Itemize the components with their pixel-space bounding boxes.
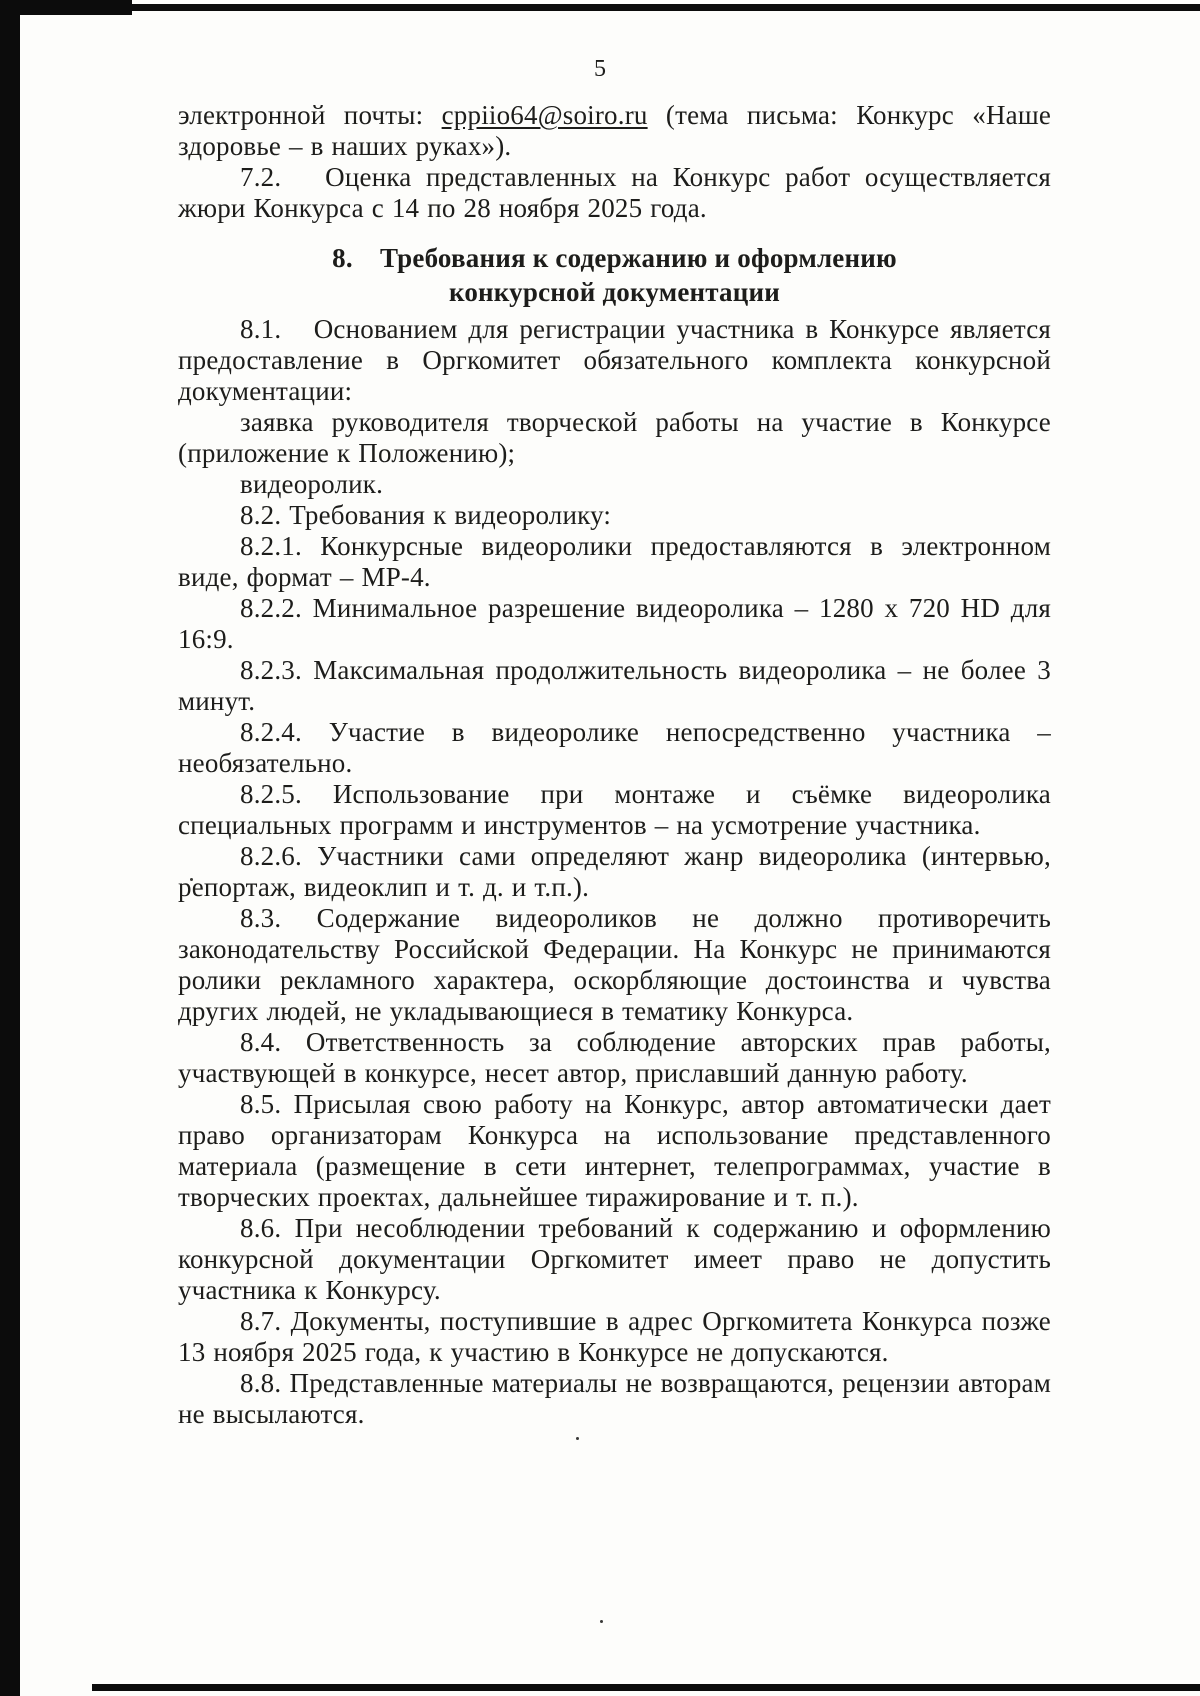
paragraph-8-2-4: 8.2.4. Участие в видеоролике непосредственно участника – необязательно. — [178, 717, 1051, 778]
email-link[interactable]: cppiio64@soiro.ru — [441, 100, 648, 130]
paragraph-8-8: 8.8. Представленные материалы не возвращаются, рецензии авторам не высылаются. — [178, 1368, 1051, 1429]
scan-speck — [576, 1437, 579, 1440]
paragraph-7-2: 7.2. Оценка представленных на Конкурс работ осуществляется жюри Конкурса с 14 по 28 ноября 2025 года. — [178, 162, 1051, 223]
scan-artifact-bottom-line — [92, 1684, 1200, 1691]
paragraph-8-2: 8.2. Требования к видеоролику: — [240, 500, 612, 530]
scan-artifact-left-bar — [0, 0, 20, 1696]
scan-artifact-top-blob — [20, 0, 132, 15]
paragraph-8-6: 8.6. При несоблюдении требований к содержанию и оформлению конкурсной документации Оргкомитет имеет право не допустить участника к Конкурсу. — [178, 1213, 1051, 1305]
paragraph-8-2-2: 8.2.2. Минимальное разрешение видеоролика – 1280 х 720 HD для 16:9. — [178, 593, 1051, 654]
paragraph-8-3: 8.3. Содержание видеороликов не должно противоречить законодательству Российской Федерации. На Конкурс не принимаются ролики рекламного характера, оскорбляющие достоинства и чувства других людей, не укладывающиеся в тематику Конкурса. — [178, 903, 1051, 1026]
paragraph-8-7: 8.7. Документы, поступившие в адрес Оргкомитета Конкурса позже 13 ноября 2025 года, к участию в Конкурсе не допускаются. — [178, 1306, 1051, 1367]
paragraph-8-5: 8.5. Присылая свою работу на Конкурс, автор автоматически дает право организаторам Конкурса на использование представленного материала (размещение в сети интернет, телепрограммах, участие в творческих проектах, дальнейшее тиражирование и т. п.). — [178, 1089, 1051, 1212]
paragraph-8-2-1: 8.2.1. Конкурсные видеоролики предоставляются в электронном виде, формат – МР-4. — [178, 531, 1051, 592]
section-heading-line2: конкурсной документации — [448, 277, 781, 307]
paragraph-8-1-a: заявка руководителя творческой работы на участие в Конкурсе (приложение к Положению); — [178, 407, 1051, 468]
paragraph-8-4: 8.4. Ответственность за соблюдение авторских прав работы, участвующей в конкурсе, несет автор, приславший данную работу. — [178, 1027, 1051, 1088]
scan-speck — [600, 1620, 603, 1623]
section-heading — [178, 241, 1051, 309]
paragraph-8-1-b: видеоролик. — [240, 469, 384, 499]
paragraph-8-2-6: 8.2.6. Участники сами определяют жанр видеоролика (интервью, репортаж, видеоклип и т. д. и т.п.). — [178, 841, 1051, 902]
section-heading-line1: 8. Требования к содержанию и оформлению — [332, 243, 897, 273]
paragraph-email — [178, 100, 1051, 162]
page-number: 5 — [594, 56, 606, 82]
document-content — [178, 100, 1051, 1430]
email-text-after: (тема письма: Конкурс «Наше здоровье – в наших руках»). — [178, 100, 1051, 161]
email-text-before: электронной почты: — [178, 100, 442, 130]
paragraph-8-1: 8.1. Основанием для регистрации участника в Конкурсе является предоставление в Оргкомитет обязательного комплекта конкурсной документации: — [178, 314, 1051, 406]
paragraph-8-2-5: 8.2.5. Использование при монтаже и съёмке видеоролика специальных программ и инструментов – на усмотрение участника. — [178, 779, 1051, 840]
scan-artifact-top-line — [130, 4, 1200, 11]
paragraph-8-2-3: 8.2.3. Максимальная продолжительность видеоролика – не более 3 минут. — [178, 655, 1051, 716]
